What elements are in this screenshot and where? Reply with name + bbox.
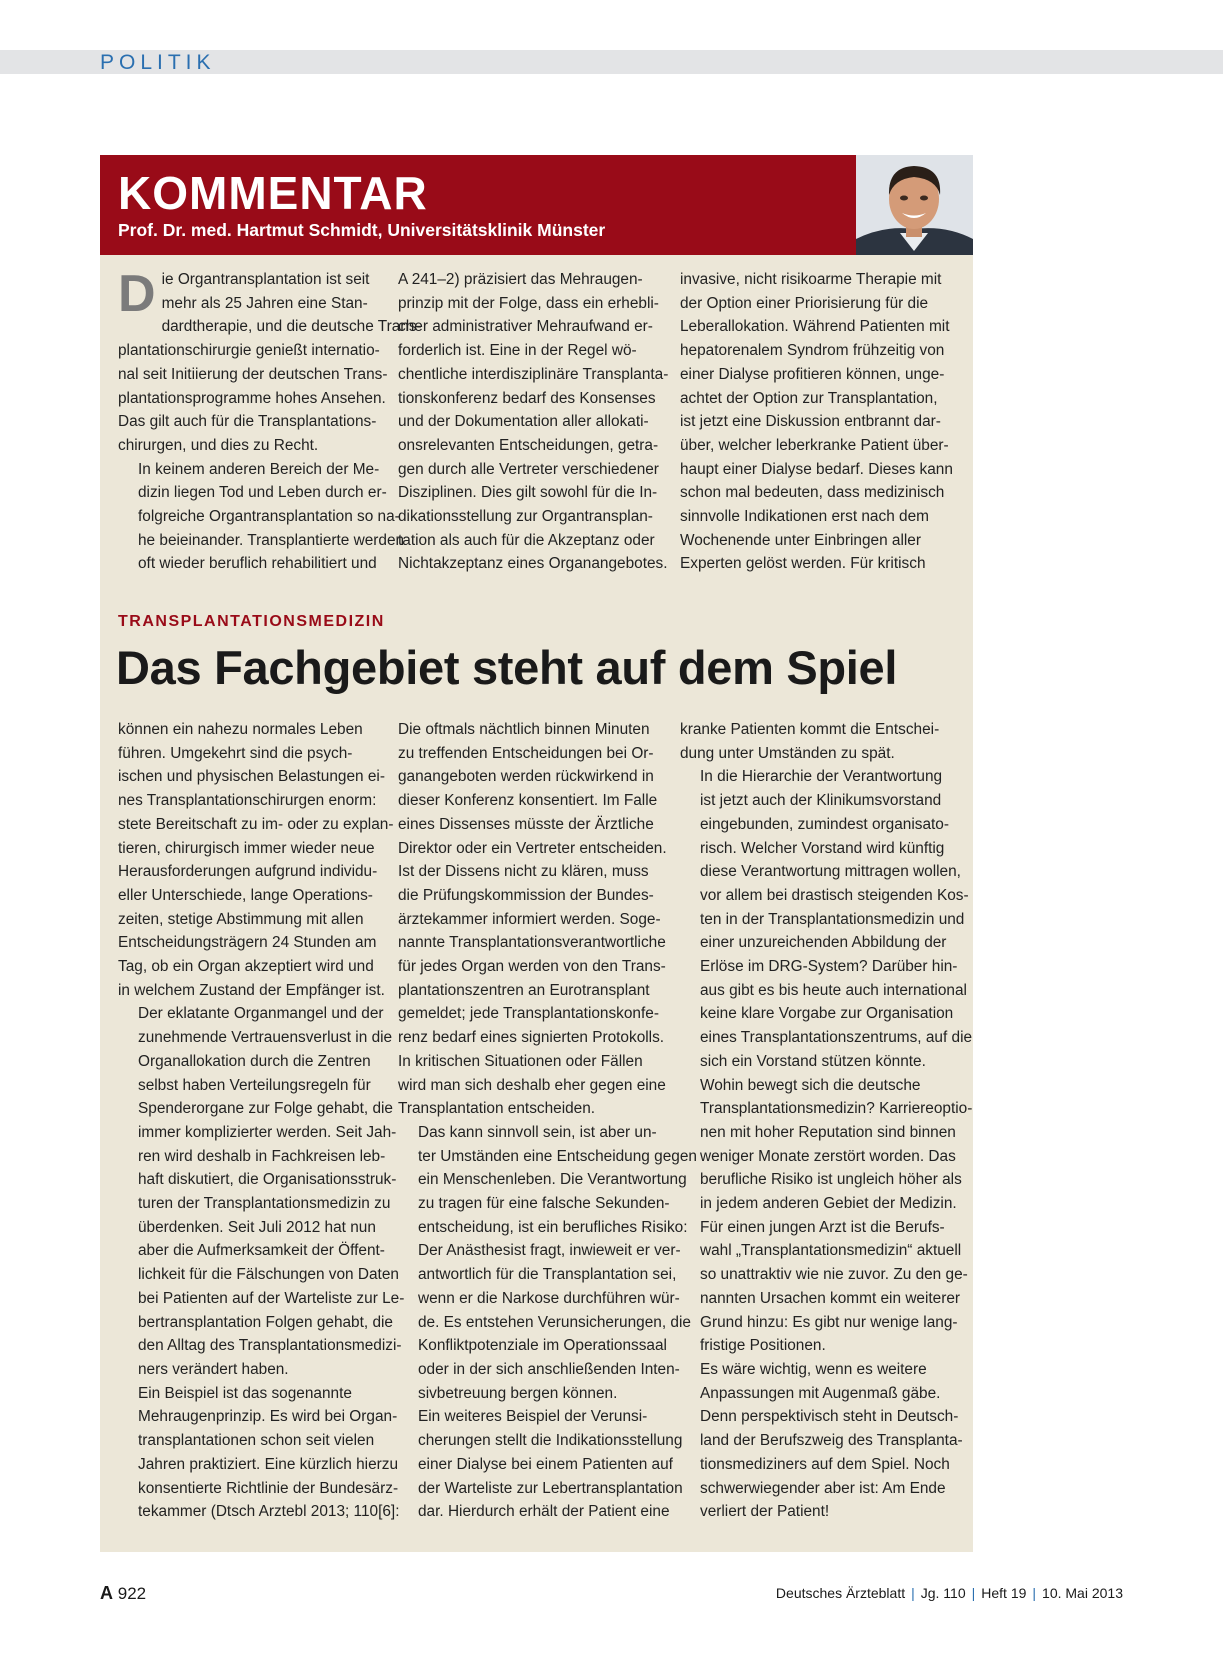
text-line: Das gilt auch für die Transplantations- — [118, 413, 377, 431]
text-line: schwerwiegender aber ist: Am Ende — [700, 1479, 946, 1497]
text-line: vor allem bei drastisch steigenden Kos- — [700, 886, 969, 904]
text-line: stete Bereitschaft zu im- oder zu explan- — [118, 815, 394, 833]
text-line: haupt einer Dialyse bedarf. Dieses kann — [680, 460, 953, 478]
text-line: Direktor oder ein Vertreter entscheiden. — [398, 839, 667, 857]
text-line: Ein weiteres Beispiel der Verunsi- — [418, 1408, 648, 1426]
text-line: bei Patienten auf der Warteliste zur Le- — [138, 1289, 405, 1307]
text-line: forderlich ist. Eine in der Regel wö- — [398, 342, 637, 360]
text-line: Entscheidungsträgern 24 Stunden am — [118, 934, 377, 952]
text-line: ist jetzt eine Diskussion entbrannt dar- — [680, 413, 941, 431]
text-line: Mehraugenprinzip. Es wird bei Organ- — [138, 1408, 398, 1426]
text-line: den Alltag des Transplantationsmedizi- — [138, 1337, 402, 1355]
text-line: Konfliktpotenziale im Operationssaal — [418, 1337, 667, 1355]
upper-column-3 — [680, 268, 953, 576]
text-line: Spenderorgane zur Folge gehabt, die — [138, 1100, 393, 1118]
text-line: Anpassungen mit Augenmaß gäbe. — [700, 1384, 941, 1402]
text-line: so unattraktiv wie nie zuvor. Zu den ge- — [700, 1266, 968, 1284]
text-line: der Warteliste zur Lebertransplantation — [418, 1479, 683, 1497]
author-portrait — [856, 155, 973, 255]
journal-name: Deutsches Ärzteblatt — [775, 1585, 906, 1601]
text-line: einer unzureichenden Abbildung der — [700, 934, 947, 952]
journal-date: 10. Mai 2013 — [1042, 1585, 1123, 1601]
text-line: he beieinander. Transplantierte werden — [138, 531, 405, 549]
author-portrait-icon — [856, 155, 973, 255]
text-line: dikationsstellung zur Organtransplan- — [398, 508, 653, 526]
text-line: chentliche interdisziplinäre Transplanta- — [398, 365, 669, 383]
text-line: nannten Ursachen kommt ein weiterer — [700, 1289, 961, 1307]
text-line: Denn perspektivisch steht in Deutsch- — [700, 1408, 959, 1426]
text-line: konsentierte Richtlinie der Bundesärz- — [138, 1479, 399, 1497]
text-block — [118, 315, 422, 457]
text-line: nal seit Initiierung der deutschen Trans- — [118, 365, 388, 383]
text-line: eingebunden, zumindest organisato- — [700, 815, 949, 833]
text-line: Für einen jungen Arzt ist die Berufs- — [700, 1218, 945, 1236]
text-block — [118, 265, 376, 323]
lower-column-1 — [118, 718, 405, 1524]
text-line: mehr als 25 Jahren eine Stan- — [161, 294, 368, 312]
paragraph — [118, 458, 405, 577]
text-line: ischen und physischen Belastungen ei- — [118, 768, 385, 786]
text-line: entscheidung, ist ein berufliches Risiko: — [418, 1218, 688, 1236]
text-line: diese Verantwortung mittragen wollen, — [700, 863, 961, 881]
text-line: aber die Aufmerksamkeit der Öffent- — [138, 1242, 385, 1260]
text-line: einer Dialyse bei einem Patienten auf — [418, 1455, 673, 1473]
text-line: plantationszentren an Eurotransplant — [398, 981, 650, 999]
text-line: wenn er die Narkose durchführen wür- — [418, 1289, 680, 1307]
text-line: de. Es entstehen Verunsicherungen, die — [418, 1313, 691, 1331]
text-line: gen durch alle Vertreter verschiedener — [398, 460, 659, 478]
text-line: dung unter Umständen zu spät. — [680, 744, 895, 762]
text-line: eines Dissenses müsste der Ärztliche — [398, 815, 654, 833]
page-number — [100, 1583, 146, 1604]
text-line: plantationsprogramme hohes Ansehen. — [118, 389, 386, 407]
text-line: Das kann sinnvoll sein, ist aber un- — [418, 1123, 657, 1141]
upper-column-1 — [118, 265, 422, 576]
text-line: Experten gelöst werden. Für kritisch — [680, 555, 926, 573]
text-line: hepatorenalem Syndrom frühzeitig von — [680, 342, 945, 360]
text-line: nen mit hoher Reputation sind binnen — [700, 1123, 956, 1141]
text-line: führen. Umgekehrt sind die psych- — [118, 744, 353, 762]
text-line: über, welcher leberkranke Patient über- — [680, 436, 949, 454]
text-line: chirurgen, und dies zu Recht. — [118, 436, 319, 454]
text-line: und der Dokumentation aller allokati- — [398, 413, 649, 431]
text-line: ter Umständen eine Entscheidung gegen — [418, 1147, 697, 1165]
paragraph — [680, 1358, 963, 1524]
paragraph — [398, 1121, 697, 1405]
text-line: In die Hierarchie der Verantwortung — [700, 768, 943, 786]
text-line: cher administrativer Mehraufwand er- — [398, 318, 653, 336]
text-line: In keinem anderen Bereich der Me- — [138, 460, 380, 478]
text-line: dar. Hierdurch erhält der Patient eine — [418, 1503, 670, 1521]
text-line: prinzip mit der Folge, dass ein erhebli- — [398, 294, 659, 312]
text-line: folgreiche Organtransplantation so na- — [138, 508, 400, 526]
paragraph — [398, 268, 669, 576]
text-line: Herausforderungen aufgrund individu- — [118, 863, 378, 881]
text-line: tieren, chirurgisch immer wieder neue — [118, 839, 375, 857]
text-line: die Prüfungskommission der Bundes- — [398, 886, 654, 904]
text-line: turen der Transplantationsmedizin zu — [138, 1195, 391, 1213]
paragraph — [118, 1002, 405, 1381]
text-line: fristige Positionen. — [700, 1337, 826, 1355]
text-line: aus gibt es bis heute auch international — [700, 981, 967, 999]
paragraph — [118, 718, 394, 1002]
paragraph — [680, 718, 945, 765]
text-line: gemeldet; jede Transplantationskonfe- — [398, 1005, 659, 1023]
text-line: ners verändert haben. — [138, 1360, 289, 1378]
text-line: für jedes Organ werden von den Trans- — [398, 958, 666, 976]
comment-label: KOMMENTAR — [118, 167, 428, 219]
text-line: dieser Konferenz konsentiert. Im Falle — [398, 792, 658, 810]
journal-info — [776, 1585, 1123, 1601]
text-line: sinnvolle Indikationen erst nach dem — [680, 508, 929, 526]
text-line: Wohin bewegt sich die deutsche — [700, 1076, 921, 1094]
text-line: wird man sich deshalb eher gegen eine — [398, 1076, 666, 1094]
text-line: sich ein Vorstand stützen könnte. — [700, 1052, 926, 1070]
text-line: Leberallokation. Während Patienten mit — [680, 318, 950, 336]
text-line: zeiten, stetige Abstimmung mit allen — [118, 910, 364, 928]
text-line: ganangeboten werden rückwirkend in — [398, 768, 654, 786]
text-line: transplantationen schon seit vielen — [138, 1432, 375, 1450]
text-line: tekammer (Dtsch Arztebl 2013; 110[6]: — [138, 1503, 400, 1521]
text-line: Erlöse im DRG-System? Darüber hin- — [700, 958, 958, 976]
text-line: ein Menschenleben. Die Verantwortung — [418, 1171, 687, 1189]
text-line: kranke Patienten kommt die Entschei- — [680, 721, 940, 738]
text-line: achtet der Option zur Transplantation, — [680, 389, 938, 407]
text-line: schon mal bedeuten, dass medizinisch — [680, 484, 945, 502]
text-line: nes Transplantationschirurgen enorm: — [118, 792, 377, 810]
journal-volume: Jg. 110 — [920, 1585, 966, 1601]
text-line: in jedem anderen Gebiet der Medizin. — [700, 1195, 957, 1213]
text-line: Organallokation durch die Zentren — [138, 1052, 371, 1070]
text-line: renz bedarf eines signierten Protokolls. — [398, 1029, 665, 1047]
text-line: Der eklatante Organmangel und der — [138, 1005, 384, 1023]
text-line: antwortlich für die Transplantation sei, — [418, 1266, 677, 1284]
text-line: Grund hinzu: Es gibt nur wenige lang- — [700, 1313, 958, 1331]
text-line: Ist der Dissens nicht zu klären, muss — [398, 863, 649, 881]
text-line: sivbetreuung bergen können. — [418, 1384, 618, 1402]
text-line: lichkeit für die Fälschungen von Daten — [138, 1266, 399, 1284]
text-line: keine klare Vorgabe zur Organisation — [700, 1005, 954, 1023]
text-line: Jahren praktiziert. Eine kürzlich hierzu — [138, 1455, 399, 1473]
text-line: überdenken. Seit Juli 2012 hat nun — [138, 1218, 376, 1236]
text-line: Der Anästhesist fragt, inwieweit er ver- — [418, 1242, 681, 1260]
text-line: In kritischen Situationen oder Fällen — [398, 1052, 643, 1070]
text-line: Nichtakzeptanz eines Organangebotes. — [398, 555, 668, 573]
text-line: Transplantationsmedizin? Karriereoptio- — [700, 1100, 973, 1118]
separator: | — [1032, 1585, 1037, 1601]
text-line: ist jetzt auch der Klinikumsvorstand — [700, 792, 942, 810]
text-line: Die oftmals nächtlich binnen Minuten — [398, 721, 650, 738]
text-line: tation als auch für die Akzeptanz oder — [398, 531, 655, 549]
headline: Das Fachgebiet steht auf dem Spiel — [116, 641, 898, 694]
paragraph — [398, 1405, 683, 1524]
text-line: zunehmende Vertrauensverlust in die — [138, 1029, 393, 1047]
text-line: berufliche Risiko ist ungleich höher als — [700, 1171, 962, 1189]
journal-issue: Heft 19 — [981, 1585, 1027, 1601]
text-line: wahl „Transplantationsmedizin“ aktuell — [700, 1242, 962, 1260]
text-line: onsrelevanten Entscheidungen, getra- — [398, 436, 659, 454]
text-line: Es wäre wichtig, wenn es weitere — [700, 1360, 927, 1378]
separator: | — [911, 1585, 915, 1601]
text-line: Transplantation entscheiden. — [398, 1100, 596, 1118]
paragraph — [118, 265, 422, 458]
text-line: invasive, nicht risikoarme Therapie mit — [680, 271, 942, 288]
lower-column-3 — [680, 718, 973, 1524]
text-line: nannte Transplantationsverantwortliche — [398, 934, 666, 952]
text-line: dizin liegen Tod und Leben durch er- — [138, 484, 387, 502]
separator: | — [971, 1585, 976, 1601]
kicker: TRANSPLANTATIONSMEDIZIN — [118, 613, 385, 630]
text-line: einer Dialyse profitieren können, unge- — [680, 365, 945, 383]
comment-author: Prof. Dr. med. Hartmut Schmidt, Universitätsklinik Münster — [118, 220, 606, 240]
text-line: ärztekammer informiert werden. Soge- — [398, 910, 661, 928]
lower-column-2 — [398, 718, 697, 1524]
text-line: eller Unterschiede, lange Operations- — [118, 886, 373, 904]
page-number-value: 922 — [117, 1584, 147, 1603]
text-line: Tag, ob ein Organ akzeptiert wird und — [118, 958, 374, 976]
text-line: eines Transplantationszentrums, auf die — [700, 1029, 973, 1047]
text-line: land der Berufszweig des Transplanta- — [700, 1432, 963, 1450]
page-prefix: A — [100, 1583, 113, 1603]
text-line: dardtherapie, und die deutsche Trans- — [161, 318, 422, 336]
paragraph — [680, 268, 953, 576]
text-line: verliert der Patient! — [700, 1503, 830, 1521]
text-line: ie Organtransplantation ist seit — [161, 271, 370, 288]
text-line: zu treffenden Entscheidungen bei Or- — [398, 744, 654, 762]
text-line: oft wieder beruflich rehabilitiert und — [138, 555, 377, 573]
text-line: Ein Beispiel ist das sogenannte — [138, 1384, 352, 1402]
text-line: immer komplizierter werden. Seit Jah- — [138, 1123, 397, 1141]
text-line: haft diskutiert, die Organisationsstruk- — [138, 1171, 397, 1189]
text-line: der Option einer Priorisierung für die — [680, 294, 929, 312]
text-line: tionskonferenz bedarf des Konsenses — [398, 389, 656, 407]
text-line: oder in der sich anschließenden Inten- — [418, 1360, 680, 1378]
paragraph — [118, 1382, 400, 1524]
text-line: zu tragen für eine falsche Sekunden- — [418, 1195, 670, 1213]
text-line: selbst haben Verteilungsregeln für — [138, 1076, 371, 1094]
drop-cap: D — [118, 265, 156, 323]
section-label: POLITIK — [100, 51, 216, 74]
paragraph — [680, 765, 973, 1073]
text-line: weniger Monate zerstört worden. Das — [700, 1147, 956, 1165]
text-line: bertransplantation Folgen gehabt, die — [138, 1313, 393, 1331]
paragraph — [680, 1074, 973, 1358]
text-line: ten in der Transplantationsmedizin und — [700, 910, 965, 928]
text-line: in welchem Zustand der Empfänger ist. — [118, 981, 385, 999]
text-line: risch. Welcher Vorstand wird künftig — [700, 839, 945, 857]
paragraph — [398, 718, 667, 1121]
text-line: plantationschirurgie genießt internatio- — [118, 342, 380, 360]
text-line: tionsmediziners auf dem Spiel. Noch — [700, 1455, 950, 1473]
text-line: Wochenende unter Einbringen aller — [680, 531, 921, 549]
text-line: cherungen stellt die Indikationsstellung — [418, 1432, 683, 1450]
upper-column-2 — [398, 268, 669, 576]
text-line: ren wird deshalb in Fachkreisen leb- — [138, 1147, 386, 1165]
text-line: Disziplinen. Dies gilt sowohl für die In- — [398, 484, 658, 502]
text-line: A 241–2) präzisiert das Mehraugen- — [398, 271, 643, 288]
text-line: können ein nahezu normales Leben — [118, 721, 363, 738]
